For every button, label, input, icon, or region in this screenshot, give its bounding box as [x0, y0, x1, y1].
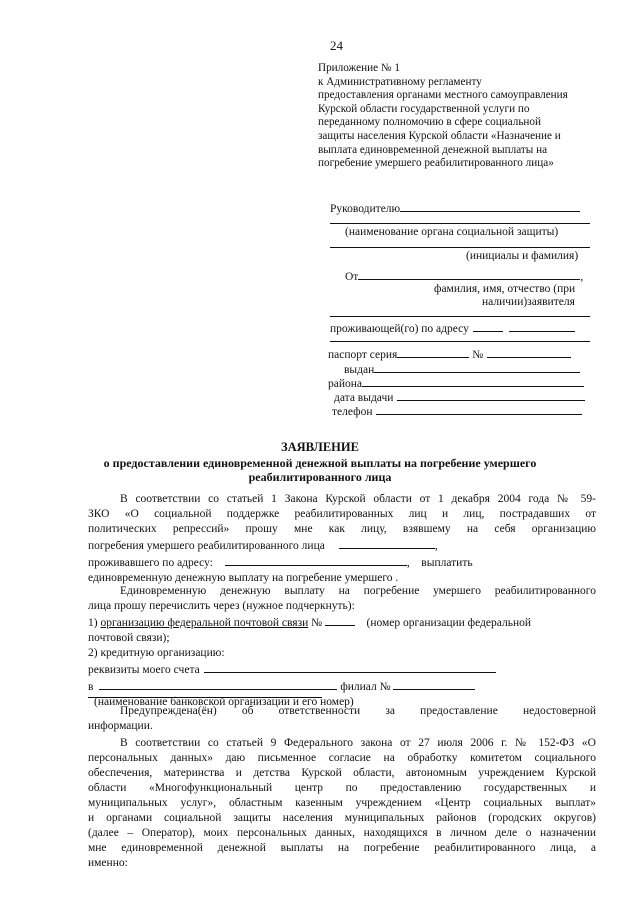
in-label: в [88, 681, 94, 693]
annex-line: защиты населения Курской области «Назначение и [318, 129, 561, 142]
annex-line: переданному полномочию в сфере социальной [318, 116, 541, 129]
statement-title: ЗАЯВЛЕНИЕ [281, 440, 359, 454]
text-line: именно: [88, 857, 128, 869]
option-2[interactable]: 2) кредитную организацию: [88, 647, 225, 659]
option-1-number: 1) [88, 617, 98, 629]
address-blank[interactable] [509, 320, 575, 332]
issue-date-label: дата выдачи [334, 392, 394, 404]
statement-subtitle: реабилитированного лица [248, 470, 392, 484]
district-label: района [328, 378, 363, 390]
head-label: Руководителю [330, 203, 401, 215]
phone-label: телефон [332, 406, 373, 418]
text-line: мне единовременной денежной выплаты на погребение реабилитированного лица, а [88, 842, 596, 854]
postal-number-blank[interactable] [325, 614, 355, 626]
option-1[interactable] [88, 614, 596, 631]
text-line: Единовременную денежную выплату на погребение умершего реабилитированного [120, 585, 596, 597]
bank-caption: (наименование банковской организации и его номер) [94, 696, 354, 708]
paragraph-1 [88, 492, 596, 586]
issued-blank[interactable] [374, 361, 580, 373]
text-line: информации. [88, 720, 153, 732]
text-line: единовременную денежную выплату на погребение умершего . [88, 572, 399, 584]
head-blank[interactable] [400, 200, 580, 212]
text-line: политических репрессий» прошу мне как лицу, взявшему на себя организацию [88, 523, 596, 535]
issue-date-field[interactable] [334, 389, 585, 404]
text-line: В соответствии со статьей 9 Федерального закона от 27 июля 2006 г. № 152-ФЗ «О [120, 737, 596, 749]
option-1-caption: (номер организации федеральной [366, 617, 532, 629]
text-line: почтовой связи); [88, 632, 170, 644]
annex-line: погребение умершего реабилитированного лица» [318, 157, 554, 170]
from-blank[interactable] [358, 268, 580, 280]
address-field[interactable] [330, 320, 575, 335]
text-line: погребения умершего реабилитированного лица , [88, 537, 596, 554]
warning-paragraph [88, 704, 596, 734]
text-line-part: выплатить [421, 557, 473, 569]
from-label: От [345, 271, 359, 283]
text-line: области «Многофункциональный центр по предоставлению государственных и [88, 782, 596, 794]
branch-blank[interactable] [393, 678, 475, 690]
text-line: персональных данных» даю письменное согласие на обработку комитетом социального [88, 752, 596, 764]
text-line: муниципальных услуг», областным казенным учреждением «Центр социальных выплат» [88, 797, 596, 809]
text-line: проживавшего по адресу: , выплатить [88, 554, 596, 571]
text-line: Предупреждена(ён) об ответственности за предоставление недостоверной [120, 705, 596, 717]
text-line-part: погребения умершего реабилитированного лица [88, 540, 325, 552]
rule-line [88, 697, 322, 698]
district-blank[interactable] [362, 375, 584, 387]
bank-blank[interactable] [99, 678, 337, 690]
branch-label: филиал № [340, 681, 391, 693]
from-comma: , [580, 271, 584, 283]
statement-subtitle: о предоставлении единовременной денежной выплаты на погребение умершего [103, 456, 537, 470]
address-label: проживающей(го) по адресу [330, 323, 469, 335]
district-field[interactable] [328, 375, 584, 390]
number-sign: № [311, 617, 323, 629]
phone-field[interactable] [332, 403, 582, 418]
annex-line: к Административному регламенту [318, 75, 482, 88]
fio-caption: фамилия, имя, отчество (при [434, 283, 576, 295]
text-line: ЗКО «О социальной поддержке реабилитированных лиц и лиц, пострадавших от [88, 508, 596, 520]
account-blank[interactable] [204, 661, 496, 673]
passport-series-blank[interactable] [397, 346, 469, 358]
rule-line [330, 341, 590, 342]
account-field[interactable] [88, 661, 596, 678]
text-line: (далее – Оператор), моих персональных данных, находящихся в личном деле о назначении [88, 827, 596, 839]
issued-field[interactable] [344, 361, 580, 376]
text-line: лица прошу перечислить через (нужное подчеркнуть): [88, 600, 355, 612]
deceased-name-blank[interactable] [339, 537, 435, 549]
text-line: В соответствии со статьей 1 Закона Курской области от 1 декабря 2004 года № 59- [120, 493, 596, 505]
org-caption: (наименование органа социальной защиты) [345, 226, 559, 238]
rule-line [330, 247, 590, 248]
text-line: обеспечения, материнства и детства Курской области, автономным учреждением Курской [88, 767, 596, 779]
annex-line: предоставления органами местного самоуправления [318, 89, 568, 102]
rule-line [330, 316, 590, 317]
passport-field[interactable] [328, 346, 571, 361]
passport-label: паспорт серия [328, 349, 398, 361]
issued-label: выдан [344, 364, 375, 376]
annex-line: выплата единовременной денежной выплаты на [318, 143, 548, 156]
deceased-address-blank[interactable] [225, 554, 407, 566]
account-label: реквизиты моего счета [88, 664, 200, 676]
address-blank[interactable] [473, 320, 503, 332]
annex-title: Приложение № 1 [318, 62, 400, 74]
from-field[interactable] [345, 268, 583, 283]
rule-line [330, 223, 590, 224]
annex-line: Курской области государственной услуги по [318, 102, 530, 115]
text-line: и органами социальной защиты населения муниципальных районов (городских округов) [88, 812, 596, 824]
head-field[interactable] [330, 200, 580, 215]
phone-blank[interactable] [376, 403, 582, 415]
initials-caption: (инициалы и фамилия) [466, 250, 579, 262]
annex-block [318, 62, 608, 171]
passport-number-blank[interactable] [487, 346, 571, 358]
option-1-text[interactable]: организацию федеральной почтовой связи [100, 617, 309, 629]
fio-caption: наличии)заявителя [482, 296, 575, 308]
consent-paragraph [88, 736, 596, 871]
issue-date-blank[interactable] [397, 389, 585, 401]
page-number: 24 [330, 38, 343, 53]
paragraph-2 [88, 584, 596, 710]
number-sign: № [472, 349, 484, 361]
bank-field[interactable] [88, 678, 596, 695]
text-line-part: проживавшего по адресу: [88, 557, 213, 569]
